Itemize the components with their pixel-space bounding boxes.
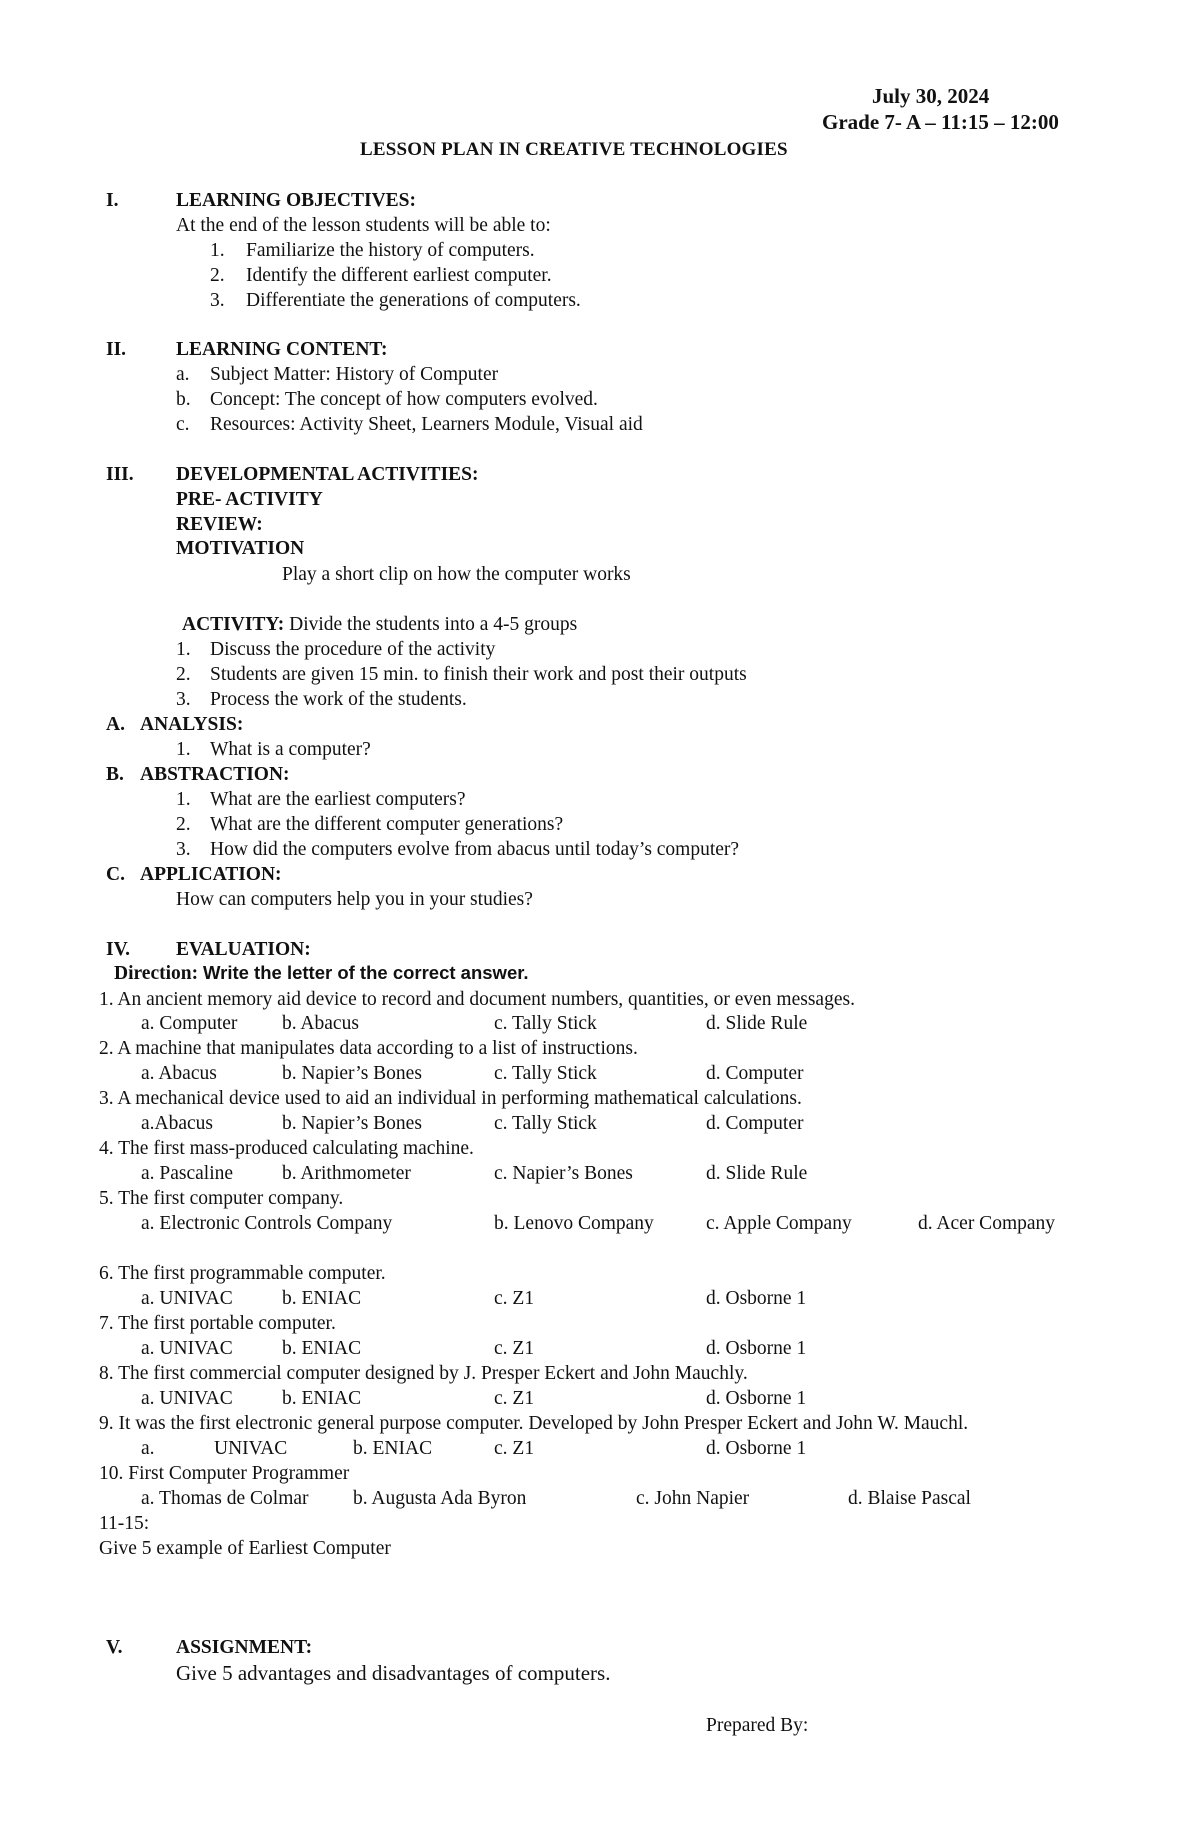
assignment-text: Give 5 advantages and disadvantages of computers. [176,1661,611,1685]
choice-d: d. Osborne 1 [706,1338,807,1359]
range-text: Give 5 example of Earliest Computer [99,1538,391,1559]
choice-d: d. Osborne 1 [706,1438,807,1459]
content-item: Concept: The concept of how computers evolved. [210,389,598,410]
choice-a: a. Abacus [141,1063,217,1084]
choice-d: d. Computer [706,1063,804,1084]
activity-item: Students are given 15 min. to finish their work and post their outputs [210,664,747,685]
analysis-heading: ANALYSIS: [140,714,244,735]
choice-b: b. Napier’s Bones [282,1113,422,1134]
choice-a: a. [141,1438,155,1459]
objective-num: 1. [210,240,225,261]
abstraction-num: 3. [176,839,191,860]
direction-line [114,964,529,984]
choice-d: d. Acer Company [918,1213,1056,1234]
developmental-heading: DEVELOPMENTAL ACTIVITIES: [176,464,479,485]
application-heading: APPLICATION: [140,864,282,885]
question-text: 3. A mechanical device used to aid an individual in performing mathematical calculations. [99,1088,802,1109]
assignment-heading: ASSIGNMENT: [176,1637,313,1658]
content-letter: c. [176,414,190,435]
choice-a: a. Computer [141,1013,238,1034]
direction-label: Direction: [114,963,199,984]
application-text: How can computers help you in your studies? [176,889,533,910]
choice-c: c. Z1 [494,1438,535,1459]
activity-num: 2. [176,664,191,685]
choice-c: c. Z1 [494,1288,535,1309]
prepared-by: Prepared By: [706,1715,809,1736]
question-text: 10. First Computer Programmer [99,1463,350,1484]
choice-d: d. Osborne 1 [706,1288,807,1309]
choice-b: b. Napier’s Bones [282,1063,422,1084]
choice-a: a. UNIVAC [141,1338,233,1359]
analysis-num: 1. [176,739,191,760]
choice-c: c. Tally Stick [494,1013,597,1034]
section-number-1: I. [106,190,119,211]
objectives-heading: LEARNING OBJECTIVES: [176,190,417,211]
question-text: 4. The first mass-produced calculating machine. [99,1138,474,1159]
abstraction-letter: B. [106,764,124,785]
evaluation-heading: EVALUATION: [176,939,311,960]
choice-c: c. Z1 [494,1338,535,1359]
section-number-5: V. [106,1637,123,1658]
choice-a: a. UNIVAC [141,1288,233,1309]
objective-item: Differentiate the generations of computers. [246,290,581,311]
choice-a: a. Pascaline [141,1163,234,1184]
content-letter: a. [176,364,190,385]
page-title: LESSON PLAN IN CREATIVE TECHNOLOGIES [360,139,788,160]
objective-item: Identify the different earliest computer. [246,265,552,286]
content-item: Resources: Activity Sheet, Learners Module, Visual aid [210,414,643,435]
choice-d: d. Slide Rule [706,1013,808,1034]
activity-line [182,615,577,635]
content-letter: b. [176,389,191,410]
question-text: 2. A machine that manipulates data according to a list of instructions. [99,1038,638,1059]
choice-b: b. ENIAC [282,1338,362,1359]
question-text: 5. The first computer company. [99,1188,344,1209]
choice-d: d. Computer [706,1113,804,1134]
choice-c: c. Napier’s Bones [494,1163,633,1184]
choice-b: b. ENIAC [282,1288,362,1309]
question-text: 6. The first programmable computer. [99,1263,386,1284]
section-number-4: IV. [106,939,131,960]
objective-num: 2. [210,265,225,286]
question-text: 9. It was the first electronic general purpose computer. Developed by John Presper Eckert and John W. Mauchl. [99,1413,969,1434]
choice-d: d. Slide Rule [706,1163,808,1184]
choice-c: c. John Napier [636,1488,750,1509]
objective-num: 3. [210,290,225,311]
activity-item: Discuss the procedure of the activity [210,639,496,660]
choice-c: c. Tally Stick [494,1113,597,1134]
application-letter: C. [106,864,125,885]
choice-a-text: UNIVAC [214,1438,288,1459]
motivation-text: Play a short clip on how the computer works [282,564,631,585]
choice-b: b. ENIAC [282,1388,362,1409]
abstraction-item: What are the different computer generations? [210,814,564,835]
activity-text: Divide the students into a 4-5 groups [289,614,578,635]
activity-label: ACTIVITY: [182,614,285,635]
choice-c: c. Tally Stick [494,1063,597,1084]
objective-item: Familiarize the history of computers. [246,240,535,261]
choice-b: b. Lenovo Company [494,1213,654,1234]
choice-b: b. Augusta Ada Byron [353,1488,527,1509]
choice-c: c. Z1 [494,1388,535,1409]
choice-b: b. ENIAC [353,1438,433,1459]
abstraction-num: 1. [176,789,191,810]
choice-a: a. UNIVAC [141,1388,233,1409]
section-number-2: II. [106,339,127,360]
abstraction-num: 2. [176,814,191,835]
choice-c: c. Apple Company [706,1213,852,1234]
activity-num: 1. [176,639,191,660]
content-item: Subject Matter: History of Computer [210,364,499,385]
question-text: 8. The first commercial computer designed by J. Presper Eckert and John Mauchly. [99,1363,748,1384]
abstraction-item: What are the earliest computers? [210,789,466,810]
choice-a: a. Electronic Controls Company [141,1213,393,1234]
range-label: 11-15: [99,1513,150,1534]
question-text: 1. An ancient memory aid device to record and document numbers, quantities, or even messages. [99,989,855,1010]
analysis-letter: A. [106,714,125,735]
choice-d: d. Osborne 1 [706,1388,807,1409]
header-grade: Grade 7- A – 11:15 – 12:00 [822,110,1059,134]
question-text: 7. The first portable computer. [99,1313,336,1334]
choice-b: b. Arithmometer [282,1163,411,1184]
choice-b: b. Abacus [282,1013,359,1034]
objectives-intro: At the end of the lesson students will be able to: [176,215,551,236]
choice-a: a. Thomas de Colmar [141,1488,309,1509]
abstraction-item: How did the computers evolve from abacus until today’s computer? [210,839,740,860]
content-heading: LEARNING CONTENT: [176,339,388,360]
review-label: REVIEW: [176,514,263,535]
motivation-label: MOTIVATION [176,538,305,559]
header-date: July 30, 2024 [872,84,990,108]
direction-text: Write the letter of the correct answer. [203,962,529,983]
activity-num: 3. [176,689,191,710]
analysis-item: What is a computer? [210,739,371,760]
section-number-3: III. [106,464,134,485]
choice-d: d. Blaise Pascal [848,1488,971,1509]
choice-a: a.Abacus [141,1113,214,1134]
pre-activity-label: PRE- ACTIVITY [176,489,323,510]
activity-item: Process the work of the students. [210,689,467,710]
abstraction-heading: ABSTRACTION: [140,764,290,785]
